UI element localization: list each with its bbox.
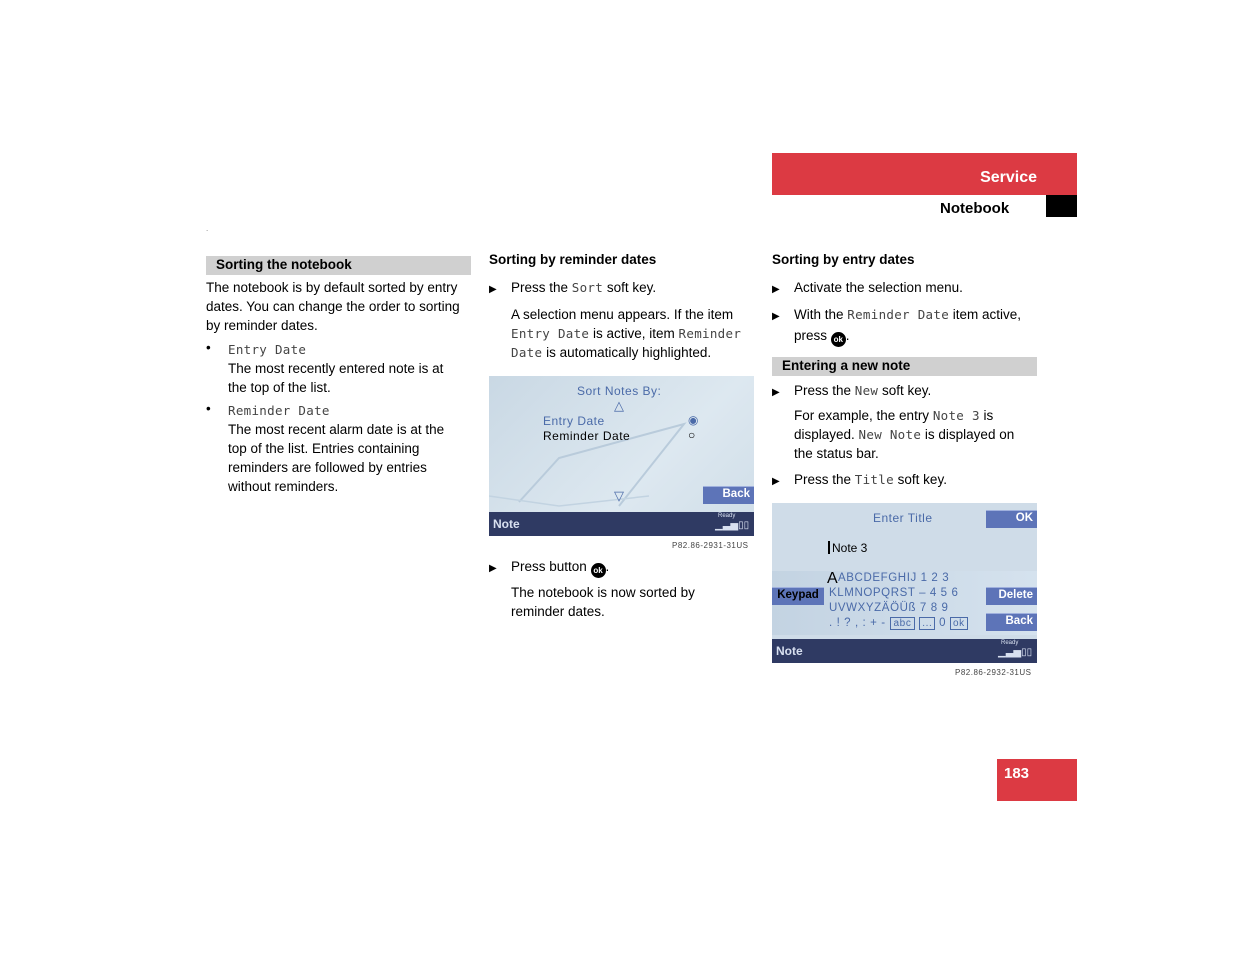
more-key[interactable]: ...: [919, 617, 935, 630]
ok-button-icon: ok: [831, 332, 846, 347]
bullet-reminder-date: [206, 401, 476, 501]
margin-dot: .: [206, 224, 209, 233]
keypad-row-2[interactable]: KLMNOPQRST – 4 5 6: [829, 587, 959, 599]
back-softkey[interactable]: Back: [986, 613, 1037, 631]
step-press-title: ▶ Press the Title soft key.: [772, 470, 1042, 491]
step-reminder-active: ▶ With the Reminder Date item active, press ok .: [772, 305, 1042, 347]
status-text: Note: [493, 517, 520, 531]
step-arrow-icon: ▶: [772, 311, 780, 322]
section-bar-sorting: Sorting the notebook: [206, 256, 471, 275]
scroll-down-icon[interactable]: ▽: [614, 488, 625, 503]
keypad-punctuation[interactable]: . ! ? , : + -: [829, 617, 886, 629]
title-input-value: Note 3: [832, 541, 868, 555]
bullet-dot: •: [206, 401, 211, 416]
bullet-label: Reminder Date: [228, 403, 330, 418]
back-softkey[interactable]: Back: [703, 486, 754, 504]
bullet-entry-date: [206, 340, 476, 401]
intro-line: dates. You can change the order to sorting: [206, 299, 460, 314]
para-sorted: The notebook is now sorted by reminder dates.: [511, 585, 695, 619]
status-text: Note: [776, 644, 803, 658]
step-press-new: ▶ Press the New soft key.: [772, 381, 1042, 402]
subsection-marker: [1046, 195, 1077, 217]
figure-caption: P82.86-2931-31US: [672, 541, 749, 550]
ok-key[interactable]: ok: [950, 617, 968, 630]
radio-empty-icon[interactable]: ○: [688, 428, 696, 442]
keypad-softkey[interactable]: Keypad: [772, 587, 824, 605]
intro-line: The notebook is by default sorted by entry: [206, 280, 458, 295]
intro-line: by reminder dates.: [206, 318, 318, 333]
abc-key[interactable]: abc: [890, 617, 916, 630]
step-arrow-icon: ▶: [772, 284, 780, 295]
delete-softkey[interactable]: Delete: [986, 587, 1037, 605]
screen-title: Enter Title: [873, 511, 933, 525]
keypad-row-3[interactable]: UVWXYZÄÖÜß 7 8 9: [829, 602, 949, 614]
section-title: Service: [980, 169, 1037, 186]
heading-reminder-dates: Sorting by reminder dates: [489, 252, 657, 267]
menu-item-entry-date[interactable]: Entry Date: [543, 414, 605, 428]
header-section-bar: [772, 153, 1077, 195]
para-example: For example, the entry Note 3 is displayed. New Note is displayed on the status bar.: [794, 408, 1015, 461]
bullet-list: [206, 340, 476, 501]
scroll-up-icon[interactable]: △: [614, 398, 625, 413]
title-input[interactable]: [828, 541, 867, 555]
menu-item-reminder-date[interactable]: Reminder Date: [543, 429, 631, 443]
ok-softkey[interactable]: OK: [986, 510, 1037, 528]
ready-label: Ready: [1001, 640, 1019, 646]
zero-key[interactable]: 0: [939, 617, 947, 629]
figure-caption: P82.86-2932-31US: [955, 668, 1032, 677]
status-bar: [772, 639, 1037, 663]
signal-icon: ▁▃▅▯▯: [998, 647, 1033, 658]
bullet-text: without reminders.: [228, 479, 339, 494]
active-letter-marker: A: [827, 570, 838, 587]
text-cursor: [828, 541, 830, 554]
ready-label: Ready: [718, 513, 736, 519]
screen-enter-title: [772, 503, 1037, 663]
bullet-text: The most recent alarm date is at the: [228, 422, 445, 437]
bullet-label: Entry Date: [228, 342, 307, 357]
section-bar-new-note: Entering a new note: [772, 357, 1037, 376]
step-arrow-icon: ▶: [772, 387, 780, 398]
col1-intro: [206, 278, 476, 335]
ok-button-icon: ok: [591, 563, 606, 578]
step-arrow-icon: ▶: [489, 284, 497, 295]
step-arrow-icon: ▶: [772, 476, 780, 487]
subsection-title: Notebook: [940, 200, 1010, 217]
step-press-sort: ▶ Press the Sort soft key.: [489, 278, 759, 299]
step-activate-menu: ▶ Activate the selection menu.: [772, 278, 1042, 299]
bullet-dot: •: [206, 340, 211, 355]
bullet-text: reminders are followed by entries: [228, 460, 427, 475]
keypad-row-4: [829, 617, 968, 629]
page-number: 183: [1004, 765, 1030, 782]
screen-sort-notes: [489, 376, 754, 536]
step-arrow-icon: ▶: [489, 563, 497, 574]
step-press-ok: ▶ Press button ok .: [489, 557, 759, 578]
status-bar: [489, 512, 754, 536]
screen-title: Sort Notes By:: [577, 384, 662, 398]
keypad-row-1[interactable]: ABCDEFGHIJ 1 2 3: [838, 572, 950, 584]
signal-icon: ▁▃▅▯▯: [715, 520, 750, 531]
para-selection-menu: A selection menu appears. If the item Entry Date is active, item Reminder Date is automatically highlighted.: [511, 307, 742, 360]
bullet-text: the top of the list.: [228, 380, 331, 395]
heading-entry-dates: Sorting by entry dates: [772, 252, 915, 267]
radio-selected-icon[interactable]: ◉: [688, 413, 699, 427]
bullet-text: top of the list. Entries containing: [228, 441, 420, 456]
bullet-text: The most recently entered note is at: [228, 361, 444, 376]
page-number-box: [997, 759, 1077, 801]
